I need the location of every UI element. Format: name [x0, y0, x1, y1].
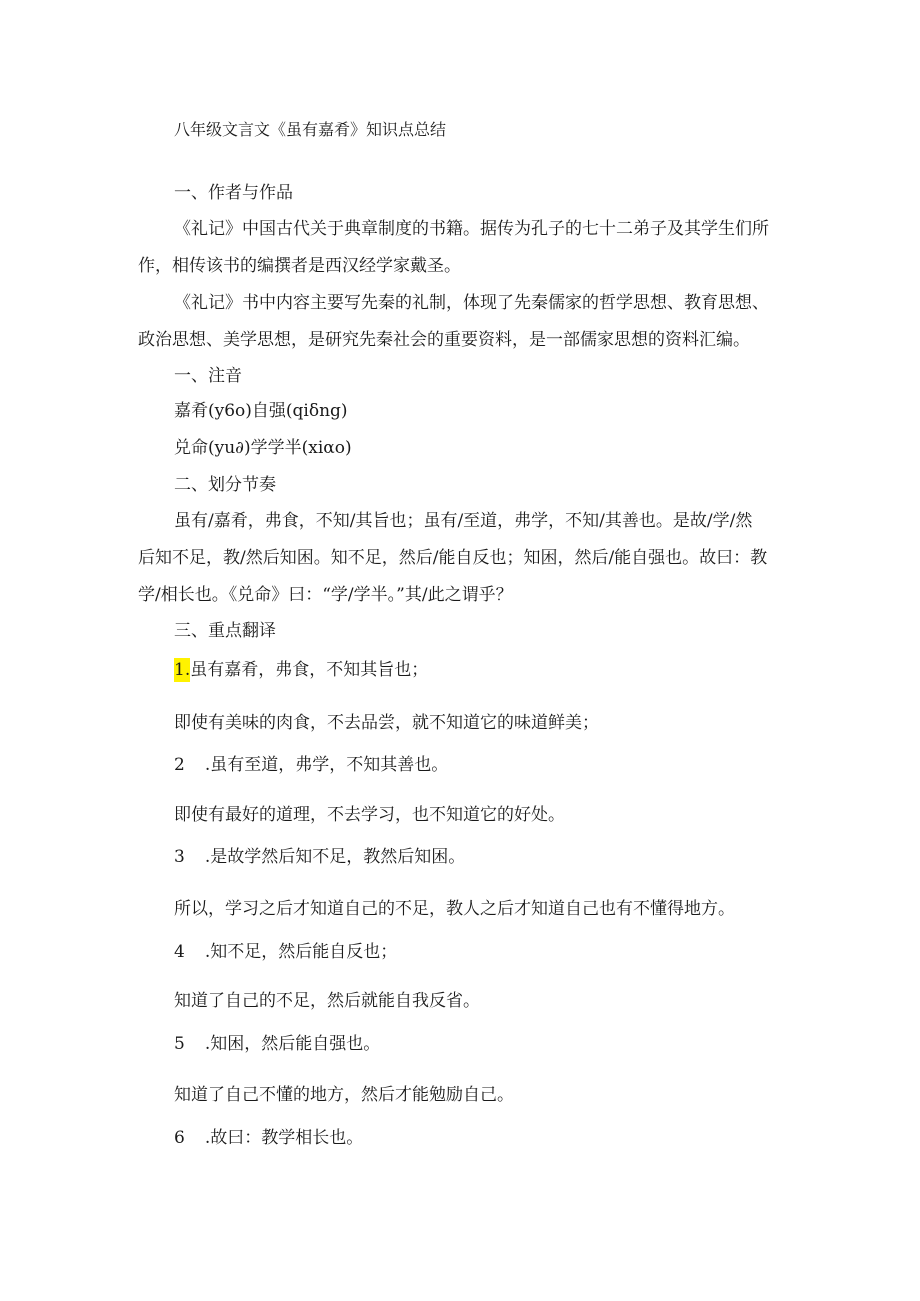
- pinyin-line-2: 兑命(yu∂)学学半(xiαo): [174, 438, 352, 458]
- pinyin-line-1: 嘉肴(y6o)自强(qiδng): [174, 401, 348, 421]
- translation-item-3-meaning: 所以，学习之后才知道自己的不足，教人之后才知道自己也有不懂得地方。: [174, 899, 735, 919]
- document-title: 八年级文言文《虽有嘉肴》知识点总结: [174, 120, 447, 139]
- rhythm-line-2: 后知不足，教/然后知困。知不足，然后/能自反也；知困，然后/能自强也。故曰：教: [138, 548, 768, 568]
- translation-item-2-source: [174, 753, 448, 777]
- translation-item-5-source: [174, 1032, 380, 1056]
- rhythm-line-1: 虽有/嘉肴，弗食，不知/其旨也；虽有/至道，弗学，不知/其善也。是故/学/然: [174, 511, 753, 531]
- section-heading-author: 一、作者与作品: [174, 183, 293, 203]
- translation-item-2-meaning: 即使有最好的道理，不去学习，也不知道它的好处。: [174, 805, 565, 825]
- translation-item-6-source: [174, 1126, 363, 1150]
- translation-item-4-meaning: 知道了自己的不足，然后就能自我反省。: [174, 991, 480, 1011]
- item-source-text: .是故学然后知不足，教然后知困。: [204, 847, 466, 867]
- item-number: 4: [174, 942, 185, 962]
- item-number: 3: [174, 847, 185, 867]
- rhythm-line-3: 学/相长也。《兑命》曰：“学/学半。”其/此之谓乎？: [138, 585, 513, 605]
- translation-item-1-meaning: 即使有美味的肉食，不去品尝，就不知道它的味道鲜美；: [174, 713, 599, 733]
- item-number: 2: [174, 755, 185, 775]
- item-source-text: .知困，然后能自强也。: [204, 1034, 381, 1054]
- item-source-text: 虽有嘉肴，弗食，不知其旨也；: [190, 660, 429, 680]
- paragraph-liji-1-line-1: 《礼记》中国古代关于典章制度的书籍。据传为孔子的七十二弟子及其学生们所: [174, 219, 769, 239]
- section-heading-rhythm: 二、划分节奏: [174, 475, 276, 495]
- section-heading-translation: 三、重点翻译: [174, 621, 276, 641]
- translation-item-3-source: [174, 845, 465, 869]
- section-heading-pinyin: 一、注音: [174, 366, 242, 386]
- paragraph-liji-1-line-2: 作，相传该书的编撰者是西汉经学家戴圣。: [138, 256, 461, 276]
- translation-item-5-meaning: 知道了自己不懂的地方，然后才能勉励自己。: [174, 1085, 514, 1105]
- item-number-highlighted: 1.: [174, 660, 191, 680]
- item-source-text: .虽有至道，弗学，不知其善也。: [204, 755, 449, 775]
- translation-item-1-source: [174, 658, 428, 682]
- item-source-text: .故曰：教学相长也。: [204, 1128, 364, 1148]
- item-number: 5: [174, 1034, 185, 1054]
- item-source-text: .知不足，然后能自反也；: [204, 942, 398, 962]
- paragraph-liji-2-line-2: 政治思想、美学思想，是研究先秦社会的重要资料，是一部儒家思想的资料汇编。: [138, 330, 750, 350]
- translation-item-4-source: [174, 940, 397, 964]
- paragraph-liji-2-line-1: 《礼记》书中内容主要写先秦的礼制，体现了先秦儒家的哲学思想、教育思想、: [174, 293, 769, 313]
- item-number: 6: [174, 1128, 185, 1148]
